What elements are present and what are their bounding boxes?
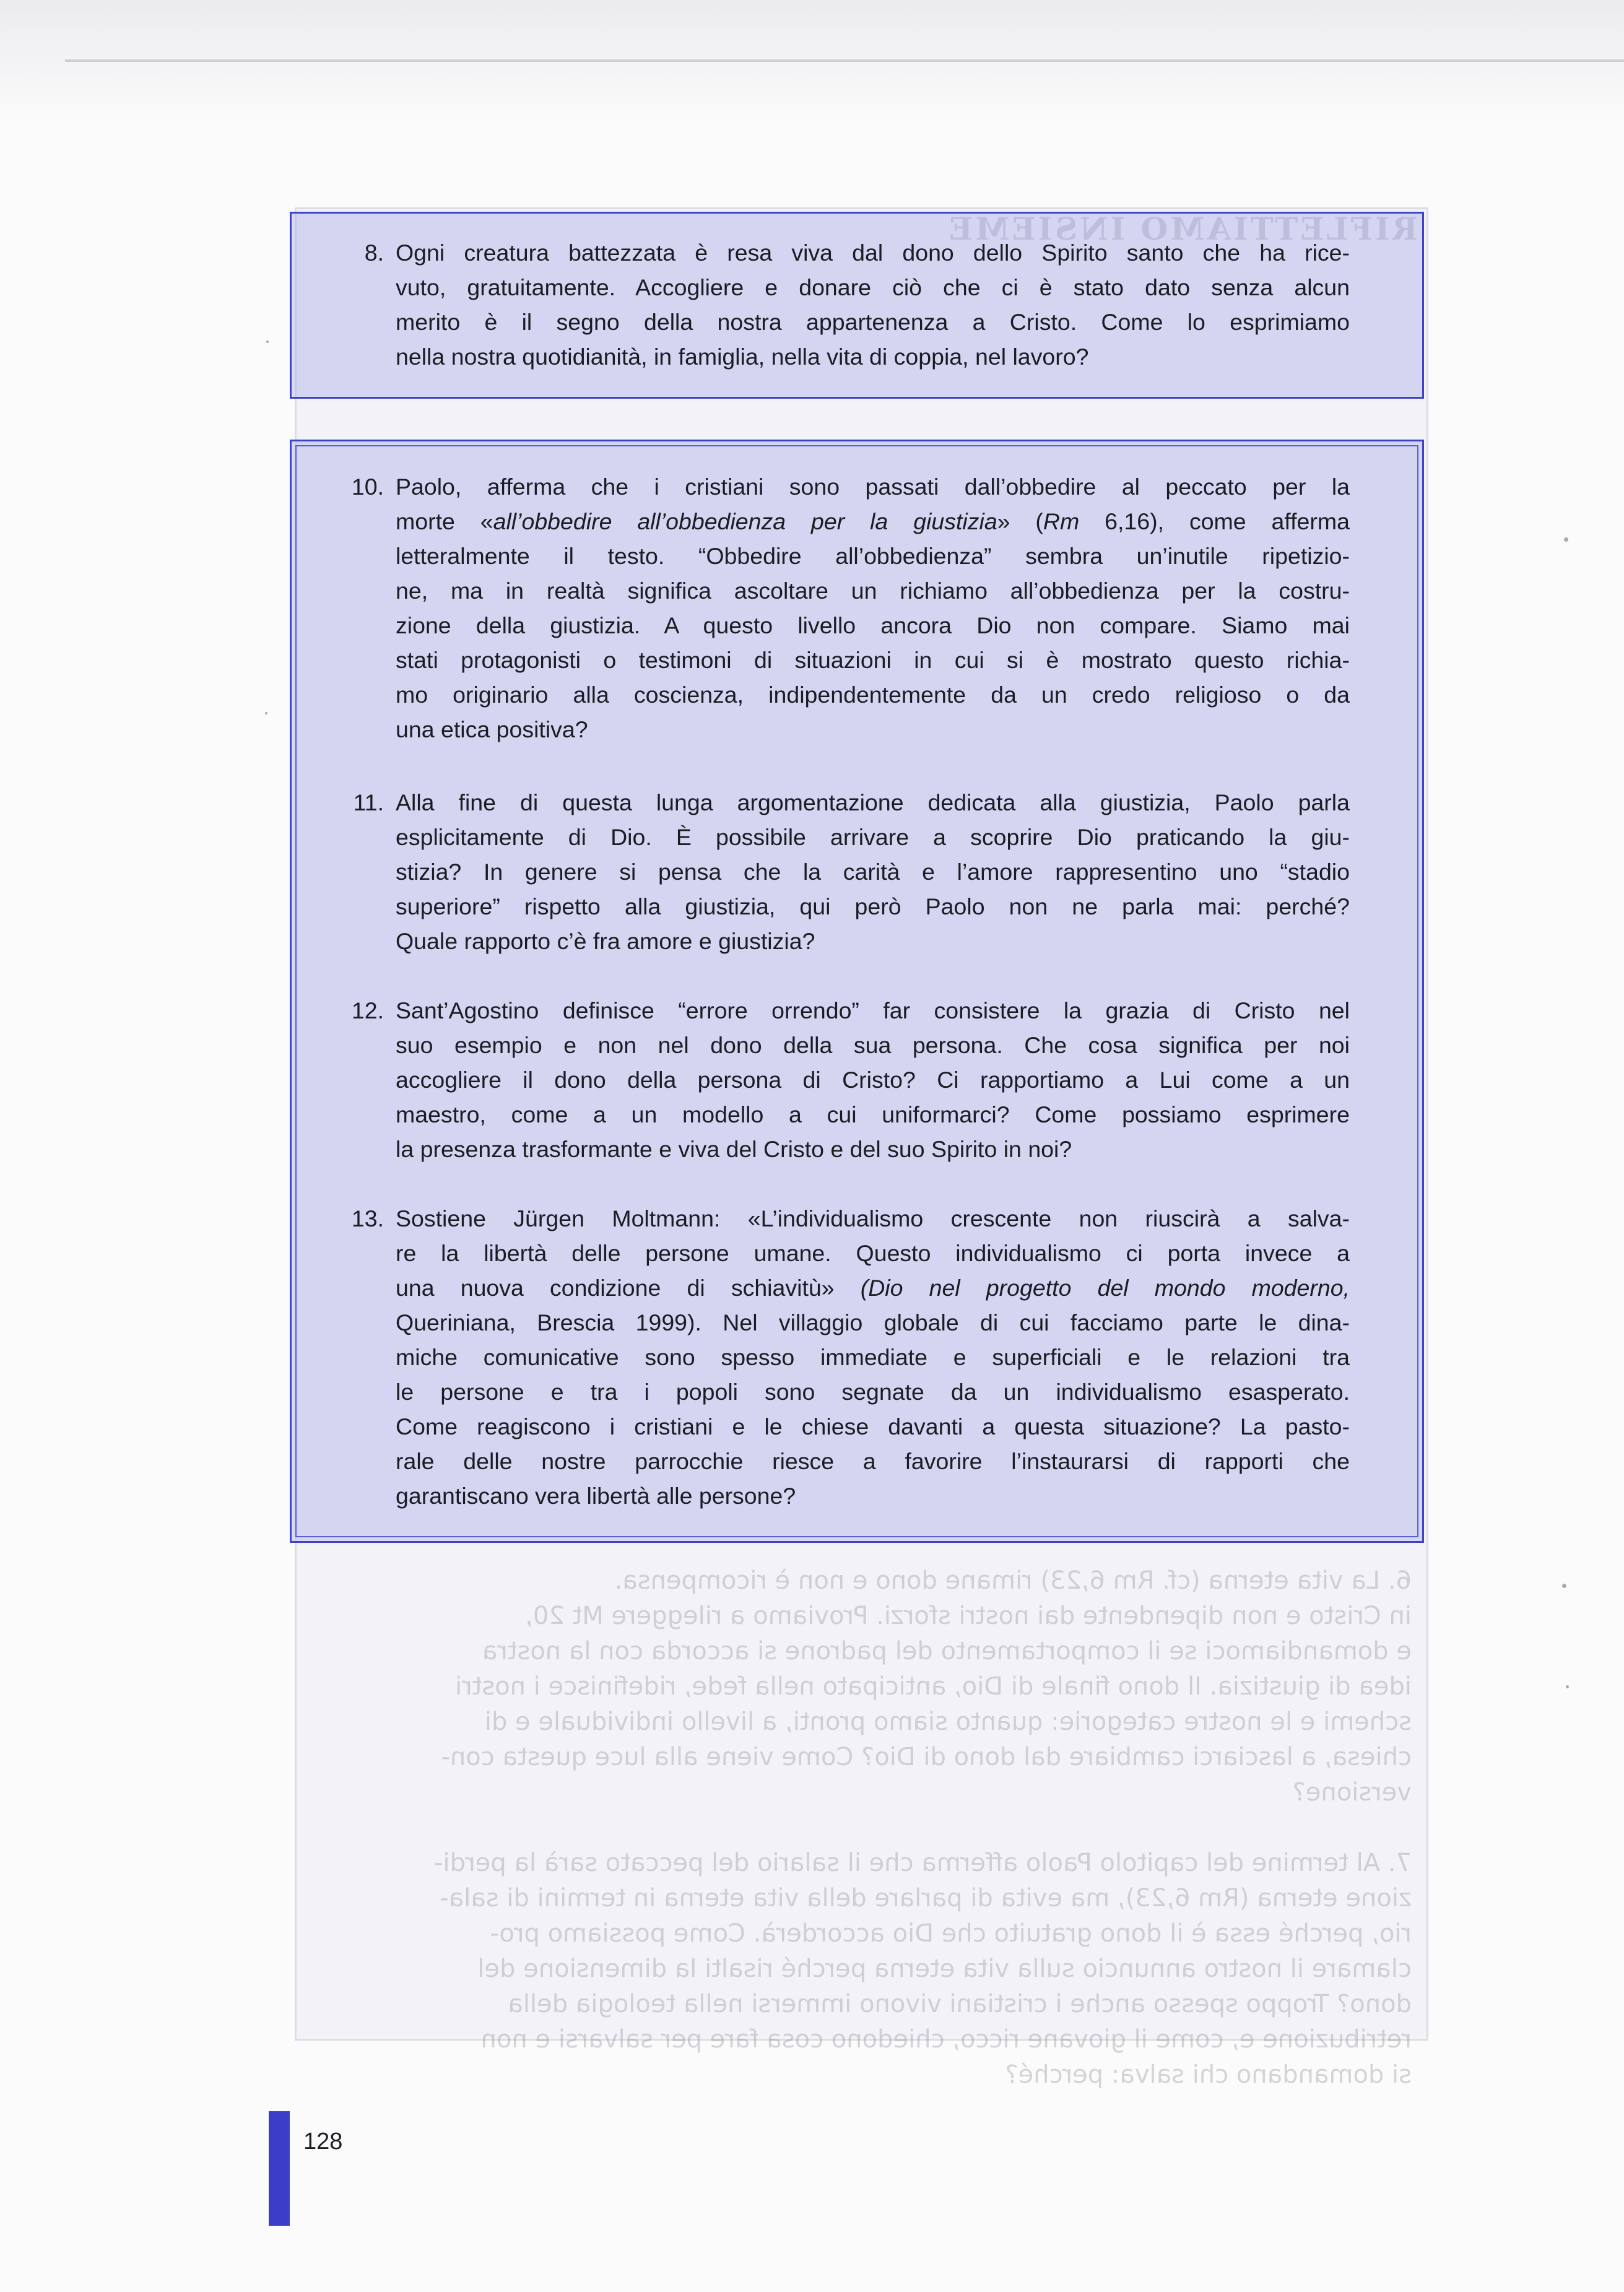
text-line-with-citation xyxy=(396,1270,1350,1305)
text-line: Sostiene Jürgen Moltmann: «L’individualismo crescente non riuscirà a salva- xyxy=(396,1205,1350,1231)
text-line: vuto, gratuitamente. Accogliere e donare ciò che ci è stato dato senza alcun xyxy=(396,274,1350,300)
text-line: Come reagiscono i cristiani e le chiese davanti a questa situazione? La pasto- xyxy=(396,1413,1350,1439)
text-line: rale delle nostre parrocchie riesce a favorire l’instaurarsi di rapporti che xyxy=(396,1448,1350,1474)
text-line: zione della giustizia. A questo livello ancora Dio non compare. Siamo mai xyxy=(396,612,1350,638)
question-item-12 xyxy=(334,993,1350,1166)
text-line: Sant’Agostino definisce “errore orrendo” far consistere la grazia di Cristo nel xyxy=(396,997,1350,1023)
text-fragment: una nuova condizione di schiavitù» xyxy=(396,1275,861,1301)
text-line: ne, ma in realtà significa ascoltare un richiamo all’obbedienza per la costru- xyxy=(396,578,1350,604)
scan-speck xyxy=(1564,537,1568,542)
item-number: 10. xyxy=(351,474,384,500)
text-line: mo originario alla coscienza, indipendentemente da un credo religioso o da xyxy=(396,682,1350,708)
text-line: Paolo, afferma che i cristiani sono passati dall’obbedire al peccato per la xyxy=(396,474,1350,500)
text-line: stati protagonisti o testimoni di situazioni in cui si è mostrato questo richia- xyxy=(396,647,1350,673)
text-line: esplicitamente di Dio. È possibile arrivare a scoprire Dio praticando la giu- xyxy=(396,824,1350,850)
text-line: Ogni creatura battezzata è resa viva dal dono dello Spirito santo che ha rice- xyxy=(396,240,1350,266)
text-line: Queriniana, Brescia 1999). Nel villaggio globale di cui facciamo parte le dina- xyxy=(396,1309,1350,1335)
text-fragment: » ( xyxy=(997,508,1043,534)
text-line: nella nostra quotidianità, in famiglia, nella vita di coppia, nel lavoro? xyxy=(396,344,1089,370)
text-fragment: 6,16), come afferma xyxy=(1079,508,1350,534)
question-item-10 xyxy=(334,469,1350,747)
italic-book-title: (Dio nel progetto del mondo moderno, xyxy=(860,1275,1350,1301)
item-text xyxy=(396,235,1350,374)
question-item-11 xyxy=(334,785,1350,958)
question-item-13 xyxy=(334,1201,1350,1513)
text-line: re la libertà delle persone umane. Questo individualismo ci porta invece a xyxy=(396,1240,1350,1266)
question-item-8 xyxy=(334,235,1350,374)
text-line-with-quote xyxy=(396,504,1350,539)
show-through-heading: RIFLETTIAMO INSIEME xyxy=(947,211,1418,247)
text-line: una etica positiva? xyxy=(396,716,588,742)
scan-speck xyxy=(265,712,267,714)
text-fragment: morte « xyxy=(396,508,493,534)
italic-reference: Rm xyxy=(1043,508,1080,534)
text-line: merito è il segno della nostra appartenenza a Cristo. Come lo esprimiamo xyxy=(396,309,1350,335)
scan-speck xyxy=(1562,1584,1566,1588)
show-through-text: 6. La vita eterna (cf. Rm 6,23) rimane dono e non è ricompensa. in Cristo e non dipendente dai nostri sforzi. Proviamo a rileggere Mt 20, e domandiamoci se il comportamento del padrone si accorda con la nostra idea di giustizia. Il dono finale di Dio, anticipato nella fede, ridefinisce i nostri schemi e le nostre categorie: quanto siamo pronti, a livello individuale e di chiesa, a lasciarci cambiare dal dono di Dio? Come viene alla luce questa con- versione? 7. Al termine del capitolo Paolo afferma che il salario del peccato sarà la perdi- zione eterna (Rm 6,23), ma evita di parlare della vita eterna in termini di sala- rio, perché essa è il dono gratuito che Dio accorderà. Come possiamo pro- clamare il nostro annuncio sulla vita eterna perché risalti la dimensione del dono? Troppo spesso anche i cristiani vivono immersi nella teologia della retribuzione e, come il giovane ricco, chiedono cosa fare per salvarsi e non si domandano chi salva: perché? xyxy=(434,1566,1412,2089)
item-text xyxy=(396,993,1350,1166)
item-text xyxy=(396,785,1350,958)
text-line: garantiscano vera libertà alle persone? xyxy=(396,1483,796,1509)
page-top-edge xyxy=(65,59,1624,62)
text-line: miche comunicative sono spesso immediate e superficiali e le relazioni tra xyxy=(396,1344,1350,1370)
item-text xyxy=(396,1201,1350,1513)
text-line: maestro, come a un modello a cui uniformarci? Come possiamo esprimere xyxy=(396,1101,1350,1127)
text-line: letteralmente il testo. “Obbedire all’obbedienza” sembra un’inutile ripetizio- xyxy=(396,543,1350,569)
text-line: Alla fine di questa lunga argomentazione dedicata alla giustizia, Paolo parla xyxy=(396,789,1350,815)
text-line: stizia? In genere si pensa che la carità e l’amore rappresentino uno “stadio xyxy=(396,859,1350,885)
text-line: accogliere il dono della persona di Cristo? Ci rapportiamo a Lui come a un xyxy=(396,1067,1350,1093)
item-text xyxy=(396,469,1350,747)
text-line: superiore” rispetto alla giustizia, qui però Paolo non ne parla mai: perché? xyxy=(396,893,1350,919)
text-line: suo esempio e non nel dono della sua persona. Che cosa significa per noi xyxy=(396,1032,1350,1058)
page-number-bar xyxy=(269,2111,290,2226)
item-number: 11. xyxy=(353,789,384,815)
italic-quote: all’obbedire all’obbedienza per la giustizia xyxy=(493,508,997,534)
scan-speck xyxy=(1566,1685,1569,1688)
item-number: 8. xyxy=(364,240,384,266)
item-number: 12. xyxy=(351,997,384,1023)
item-number: 13. xyxy=(351,1205,384,1231)
page-number: 128 xyxy=(303,2129,343,2155)
text-line: la presenza trasformante e viva del Cristo e del suo Spirito in noi? xyxy=(396,1136,1072,1162)
scan-speck xyxy=(266,341,269,343)
text-line: le persone e tra i popoli sono segnate da un individualismo esasperato. xyxy=(396,1379,1350,1405)
text-line: Quale rapporto c’è fra amore e giustizia? xyxy=(396,928,815,954)
